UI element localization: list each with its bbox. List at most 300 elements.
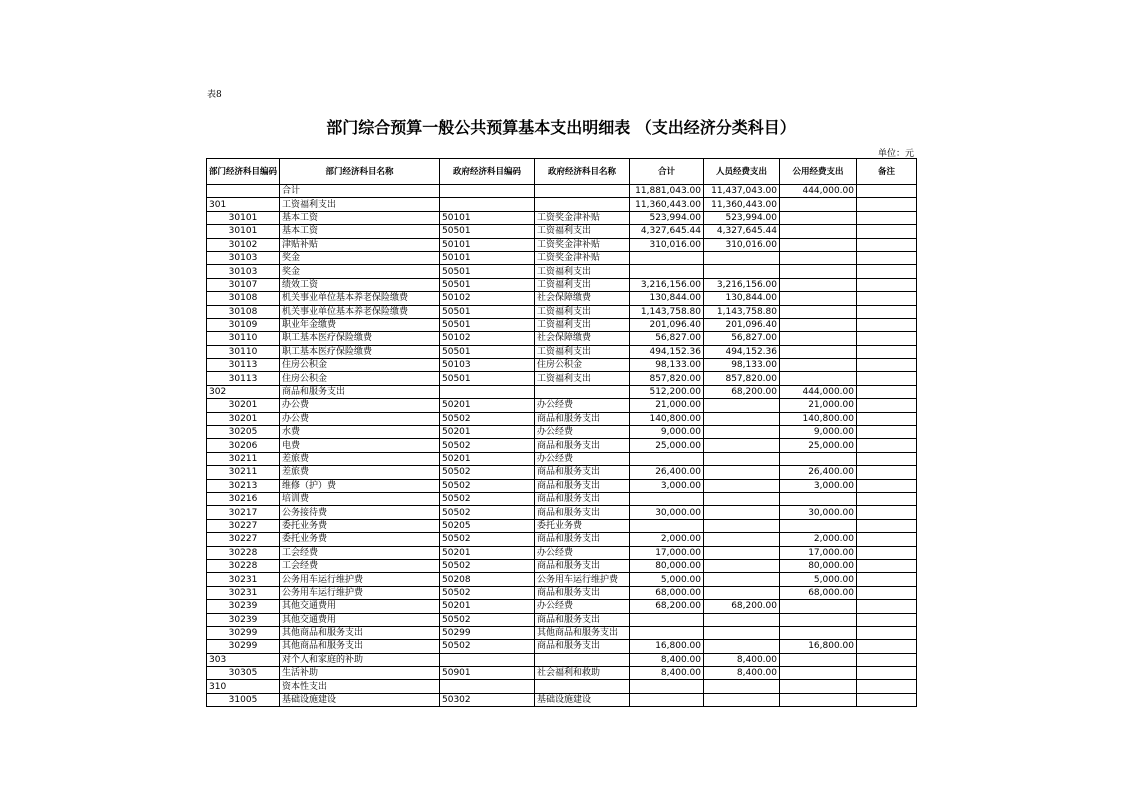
cell-dept-code: 30213: [207, 479, 280, 492]
table-row: [207, 385, 917, 398]
cell-dept-code: 30228: [207, 559, 280, 572]
cell-total: [630, 680, 704, 693]
cell-public: 5,000.00: [780, 573, 857, 586]
cell-dept-name: 住房公积金: [280, 372, 440, 385]
cell-total: 11,360,443.00: [630, 198, 704, 211]
cell-note: [857, 506, 917, 519]
table-body: [207, 185, 917, 707]
cell-note: [857, 693, 917, 706]
cell-dept-name: 绩效工资: [280, 278, 440, 291]
cell-dept-name: 工会经费: [280, 559, 440, 572]
cell-dept-name: 其他交通费用: [280, 613, 440, 626]
cell-note: [857, 292, 917, 305]
cell-gov-name: 工资奖金津补贴: [535, 211, 630, 224]
cell-dept-name: 基本工资: [280, 211, 440, 224]
cell-dept-name: 差旅费: [280, 466, 440, 479]
cell-public: [780, 278, 857, 291]
cell-gov-code: 50101: [440, 251, 535, 264]
cell-note: [857, 211, 917, 224]
cell-public: [780, 600, 857, 613]
cell-gov-code: 50502: [440, 586, 535, 599]
cell-gov-code: 50205: [440, 519, 535, 532]
cell-total: 68,000.00: [630, 586, 704, 599]
cell-public: 80,000.00: [780, 559, 857, 572]
cell-gov-name: 工资福利支出: [535, 305, 630, 318]
cell-public: [780, 225, 857, 238]
cell-gov-code: 50101: [440, 238, 535, 251]
cell-gov-name: 基础设施建设: [535, 693, 630, 706]
header-cell: 公用经费支出: [780, 159, 857, 185]
cell-public: 68,000.00: [780, 586, 857, 599]
cell-note: [857, 225, 917, 238]
cell-personnel: 11,360,443.00: [704, 198, 780, 211]
cell-gov-name: 办公经费: [535, 399, 630, 412]
cell-gov-name: 商品和服务支出: [535, 492, 630, 505]
cell-gov-name: 商品和服务支出: [535, 479, 630, 492]
cell-total: 3,216,156.00: [630, 278, 704, 291]
cell-dept-name: 奖金: [280, 251, 440, 264]
cell-public: 9,000.00: [780, 426, 857, 439]
cell-gov-name: 商品和服务支出: [535, 613, 630, 626]
cell-dept-name: 工资福利支出: [280, 198, 440, 211]
cell-gov-code: 50102: [440, 332, 535, 345]
table-row: [207, 519, 917, 532]
cell-gov-code: 50501: [440, 265, 535, 278]
cell-note: [857, 559, 917, 572]
cell-personnel: 11,437,043.00: [704, 185, 780, 198]
cell-gov-code: 50502: [440, 412, 535, 425]
cell-total: 523,994.00: [630, 211, 704, 224]
cell-gov-name: 工资福利支出: [535, 265, 630, 278]
cell-personnel: [704, 519, 780, 532]
cell-dept-code: 30231: [207, 573, 280, 586]
cell-dept-name: 机关事业单位基本养老保险缴费: [280, 292, 440, 305]
cell-note: [857, 546, 917, 559]
cell-dept-code: 30305: [207, 667, 280, 680]
cell-personnel: 68,200.00: [704, 385, 780, 398]
cell-gov-name: 办公经费: [535, 546, 630, 559]
cell-gov-code: 50302: [440, 693, 535, 706]
cell-total: 2,000.00: [630, 533, 704, 546]
cell-dept-code: 30201: [207, 399, 280, 412]
cell-total: 3,000.00: [630, 479, 704, 492]
table-row: [207, 506, 917, 519]
cell-gov-name: 商品和服务支出: [535, 586, 630, 599]
cell-gov-code: 50201: [440, 399, 535, 412]
cell-dept-code: 30231: [207, 586, 280, 599]
cell-gov-code: 50502: [440, 506, 535, 519]
cell-dept-name: 商品和服务支出: [280, 385, 440, 398]
cell-dept-name: 其他交通费用: [280, 600, 440, 613]
cell-dept-code: 303: [207, 653, 280, 666]
cell-dept-code: 30103: [207, 265, 280, 278]
cell-public: [780, 332, 857, 345]
cell-personnel: [704, 439, 780, 452]
table-row: [207, 680, 917, 693]
cell-dept-name: 合计: [280, 185, 440, 198]
cell-dept-code: 30113: [207, 359, 280, 372]
table-row: [207, 559, 917, 572]
cell-gov-name: 商品和服务支出: [535, 640, 630, 653]
cell-public: [780, 372, 857, 385]
table-row: [207, 251, 917, 264]
cell-gov-code: 50101: [440, 211, 535, 224]
cell-dept-name: 基本工资: [280, 225, 440, 238]
cell-dept-name: 培训费: [280, 492, 440, 505]
budget-table: [206, 158, 917, 707]
cell-dept-code: 30110: [207, 345, 280, 358]
cell-gov-code: [440, 680, 535, 693]
cell-personnel: [704, 426, 780, 439]
cell-dept-code: 30107: [207, 278, 280, 291]
cell-total: 494,152.36: [630, 345, 704, 358]
cell-total: [630, 693, 704, 706]
cell-personnel: [704, 613, 780, 626]
cell-public: [780, 693, 857, 706]
cell-personnel: 8,400.00: [704, 653, 780, 666]
header-cell: 政府经济科目名称: [535, 159, 630, 185]
cell-dept-code: 30299: [207, 640, 280, 653]
cell-note: [857, 265, 917, 278]
table-row: [207, 439, 917, 452]
cell-public: [780, 265, 857, 278]
cell-total: [630, 626, 704, 639]
cell-total: 98,133.00: [630, 359, 704, 372]
cell-total: 9,000.00: [630, 426, 704, 439]
cell-public: 21,000.00: [780, 399, 857, 412]
cell-dept-code: 30108: [207, 292, 280, 305]
cell-total: 16,800.00: [630, 640, 704, 653]
cell-total: [630, 452, 704, 465]
cell-total: 8,400.00: [630, 653, 704, 666]
table-row: [207, 305, 917, 318]
cell-personnel: 201,096.40: [704, 318, 780, 331]
cell-public: 2,000.00: [780, 533, 857, 546]
table-row: [207, 399, 917, 412]
cell-personnel: 494,152.36: [704, 345, 780, 358]
cell-public: 25,000.00: [780, 439, 857, 452]
cell-dept-name: 住房公积金: [280, 359, 440, 372]
cell-personnel: [704, 452, 780, 465]
cell-personnel: [704, 693, 780, 706]
cell-total: 1,143,758.80: [630, 305, 704, 318]
cell-dept-name: 公务用车运行维护费: [280, 586, 440, 599]
cell-public: [780, 211, 857, 224]
cell-personnel: [704, 586, 780, 599]
cell-dept-name: 基础设施建设: [280, 693, 440, 706]
cell-personnel: [704, 251, 780, 264]
cell-gov-code: 50501: [440, 225, 535, 238]
cell-personnel: 68,200.00: [704, 600, 780, 613]
cell-total: 201,096.40: [630, 318, 704, 331]
cell-gov-code: 50201: [440, 452, 535, 465]
cell-gov-name: 办公经费: [535, 452, 630, 465]
cell-gov-name: [535, 185, 630, 198]
cell-dept-name: 办公费: [280, 412, 440, 425]
cell-gov-name: 住房公积金: [535, 359, 630, 372]
cell-gov-code: 50201: [440, 546, 535, 559]
cell-gov-code: [440, 185, 535, 198]
cell-total: [630, 613, 704, 626]
table-row: [207, 345, 917, 358]
cell-personnel: [704, 559, 780, 572]
cell-dept-name: 差旅费: [280, 452, 440, 465]
cell-personnel: [704, 412, 780, 425]
cell-gov-name: 公务用车运行维护费: [535, 573, 630, 586]
table-row: [207, 225, 917, 238]
cell-note: [857, 533, 917, 546]
cell-dept-code: 30101: [207, 225, 280, 238]
cell-gov-code: [440, 653, 535, 666]
cell-dept-name: 委托业务费: [280, 519, 440, 532]
cell-note: [857, 653, 917, 666]
table-row: [207, 265, 917, 278]
cell-dept-code: [207, 185, 280, 198]
cell-note: [857, 613, 917, 626]
header-cell: 备注: [857, 159, 917, 185]
cell-total: 8,400.00: [630, 667, 704, 680]
cell-personnel: 310,016.00: [704, 238, 780, 251]
cell-gov-name: [535, 198, 630, 211]
cell-personnel: [704, 479, 780, 492]
table-row: [207, 198, 917, 211]
cell-personnel: [704, 492, 780, 505]
cell-dept-code: 30239: [207, 600, 280, 613]
cell-gov-name: 办公经费: [535, 426, 630, 439]
cell-dept-code: 30227: [207, 519, 280, 532]
cell-dept-name: 电费: [280, 439, 440, 452]
cell-note: [857, 626, 917, 639]
cell-personnel: 3,216,156.00: [704, 278, 780, 291]
cell-gov-name: [535, 680, 630, 693]
cell-dept-name: 机关事业单位基本养老保险缴费: [280, 305, 440, 318]
cell-gov-name: 社会福利和救助: [535, 667, 630, 680]
cell-total: 68,200.00: [630, 600, 704, 613]
cell-gov-code: 50201: [440, 426, 535, 439]
cell-public: [780, 680, 857, 693]
cell-dept-name: 津贴补贴: [280, 238, 440, 251]
cell-gov-code: 50501: [440, 278, 535, 291]
cell-gov-code: 50502: [440, 479, 535, 492]
cell-total: 5,000.00: [630, 573, 704, 586]
cell-gov-name: 办公经费: [535, 600, 630, 613]
cell-note: [857, 305, 917, 318]
cell-dept-code: 30109: [207, 318, 280, 331]
table-row: [207, 693, 917, 706]
cell-personnel: 857,820.00: [704, 372, 780, 385]
cell-dept-name: 公务接待费: [280, 506, 440, 519]
cell-gov-name: 工资福利支出: [535, 372, 630, 385]
cell-personnel: 1,143,758.80: [704, 305, 780, 318]
header-cell: 政府经济科目编码: [440, 159, 535, 185]
cell-note: [857, 466, 917, 479]
cell-personnel: [704, 626, 780, 639]
table-row: [207, 359, 917, 372]
cell-gov-code: 50201: [440, 600, 535, 613]
cell-dept-name: 其他商品和服务支出: [280, 626, 440, 639]
cell-gov-code: 50299: [440, 626, 535, 639]
cell-note: [857, 399, 917, 412]
table-row: [207, 372, 917, 385]
cell-dept-code: 30108: [207, 305, 280, 318]
unit-label: 单位：元: [877, 149, 914, 159]
table-row: [207, 573, 917, 586]
cell-note: [857, 492, 917, 505]
cell-note: [857, 479, 917, 492]
header-cell: 部门经济科目编码: [207, 159, 280, 185]
cell-dept-code: 30299: [207, 626, 280, 639]
cell-dept-code: 30101: [207, 211, 280, 224]
cell-note: [857, 412, 917, 425]
cell-public: [780, 198, 857, 211]
cell-total: 80,000.00: [630, 559, 704, 572]
cell-note: [857, 198, 917, 211]
cell-personnel: 56,827.00: [704, 332, 780, 345]
cell-public: 140,800.00: [780, 412, 857, 425]
cell-public: 26,400.00: [780, 466, 857, 479]
cell-note: [857, 680, 917, 693]
cell-dept-code: 30113: [207, 372, 280, 385]
cell-gov-code: 50103: [440, 359, 535, 372]
table-row: [207, 479, 917, 492]
cell-public: [780, 492, 857, 505]
cell-personnel: 8,400.00: [704, 667, 780, 680]
cell-dept-name: 资本性支出: [280, 680, 440, 693]
cell-public: 444,000.00: [780, 185, 857, 198]
cell-dept-code: 30103: [207, 251, 280, 264]
cell-total: 140,800.00: [630, 412, 704, 425]
table-row: [207, 185, 917, 198]
cell-gov-name: 工资福利支出: [535, 278, 630, 291]
cell-public: [780, 318, 857, 331]
cell-public: [780, 519, 857, 532]
cell-public: [780, 238, 857, 251]
cell-gov-code: 50901: [440, 667, 535, 680]
cell-public: 30,000.00: [780, 506, 857, 519]
cell-note: [857, 185, 917, 198]
cell-total: 56,827.00: [630, 332, 704, 345]
cell-dept-name: 职业年金缴费: [280, 318, 440, 331]
cell-note: [857, 385, 917, 398]
header-cell: 合计: [630, 159, 704, 185]
cell-dept-name: 其他商品和服务支出: [280, 640, 440, 653]
cell-gov-name: 工资福利支出: [535, 225, 630, 238]
cell-total: 26,400.00: [630, 466, 704, 479]
cell-note: [857, 426, 917, 439]
cell-public: [780, 305, 857, 318]
cell-dept-code: 30239: [207, 613, 280, 626]
cell-gov-name: 社会保障缴费: [535, 292, 630, 305]
table-row: [207, 318, 917, 331]
cell-dept-code: 30110: [207, 332, 280, 345]
cell-public: 444,000.00: [780, 385, 857, 398]
cell-gov-name: 商品和服务支出: [535, 559, 630, 572]
cell-gov-code: [440, 385, 535, 398]
cell-gov-name: 其他商品和服务支出: [535, 626, 630, 639]
table-row: [207, 238, 917, 251]
table-row: [207, 600, 917, 613]
cell-total: [630, 519, 704, 532]
cell-dept-name: 对个人和家庭的补助: [280, 653, 440, 666]
cell-total: [630, 251, 704, 264]
cell-note: [857, 318, 917, 331]
cell-gov-code: 50501: [440, 305, 535, 318]
cell-gov-code: 50502: [440, 439, 535, 452]
cell-public: [780, 626, 857, 639]
table-row: [207, 626, 917, 639]
cell-total: 4,327,645.44: [630, 225, 704, 238]
cell-total: 25,000.00: [630, 439, 704, 452]
table-row: [207, 452, 917, 465]
cell-gov-code: 50502: [440, 613, 535, 626]
cell-dept-code: 30206: [207, 439, 280, 452]
cell-gov-code: 50102: [440, 292, 535, 305]
cell-dept-code: 30227: [207, 533, 280, 546]
cell-gov-name: [535, 385, 630, 398]
cell-public: [780, 452, 857, 465]
cell-note: [857, 251, 917, 264]
cell-dept-code: 30211: [207, 466, 280, 479]
cell-note: [857, 439, 917, 452]
cell-note: [857, 278, 917, 291]
cell-gov-code: 50208: [440, 573, 535, 586]
cell-public: [780, 667, 857, 680]
cell-note: [857, 586, 917, 599]
page-title: 部门综合预算一般公共预算基本支出明细表 （支出经济分类科目）: [326, 118, 796, 137]
cell-note: [857, 519, 917, 532]
cell-public: [780, 359, 857, 372]
cell-dept-code: 310: [207, 680, 280, 693]
cell-personnel: [704, 265, 780, 278]
cell-personnel: 523,994.00: [704, 211, 780, 224]
cell-dept-name: 委托业务费: [280, 533, 440, 546]
cell-dept-code: 30211: [207, 452, 280, 465]
cell-note: [857, 345, 917, 358]
table-row: [207, 332, 917, 345]
cell-total: 11,881,043.00: [630, 185, 704, 198]
table-row: [207, 426, 917, 439]
cell-dept-name: 公务用车运行维护费: [280, 573, 440, 586]
table-row: [207, 546, 917, 559]
cell-total: 21,000.00: [630, 399, 704, 412]
cell-personnel: [704, 546, 780, 559]
cell-gov-name: 工资奖金津补贴: [535, 251, 630, 264]
cell-gov-name: 委托业务费: [535, 519, 630, 532]
cell-dept-name: 工会经费: [280, 546, 440, 559]
cell-note: [857, 372, 917, 385]
cell-gov-code: 50502: [440, 559, 535, 572]
cell-dept-name: 生活补助: [280, 667, 440, 680]
cell-personnel: [704, 506, 780, 519]
cell-gov-name: 工资福利支出: [535, 318, 630, 331]
cell-gov-name: 商品和服务支出: [535, 506, 630, 519]
cell-dept-name: 水费: [280, 426, 440, 439]
cell-public: [780, 653, 857, 666]
cell-dept-code: 30205: [207, 426, 280, 439]
table-row: [207, 667, 917, 680]
cell-gov-code: 50501: [440, 372, 535, 385]
cell-note: [857, 573, 917, 586]
cell-public: [780, 292, 857, 305]
cell-total: 857,820.00: [630, 372, 704, 385]
cell-dept-code: 31005: [207, 693, 280, 706]
cell-dept-code: 30228: [207, 546, 280, 559]
cell-gov-name: [535, 653, 630, 666]
cell-dept-code: 30201: [207, 412, 280, 425]
cell-gov-code: 50502: [440, 640, 535, 653]
cell-note: [857, 600, 917, 613]
cell-public: [780, 251, 857, 264]
